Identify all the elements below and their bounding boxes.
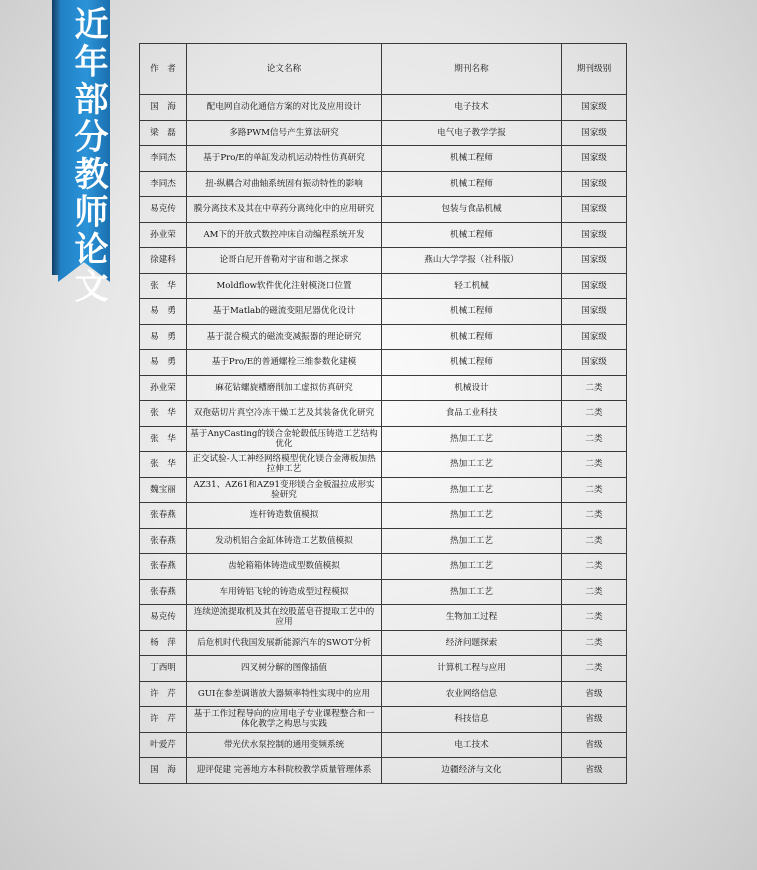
- cell-level: 二类: [562, 426, 627, 452]
- cell-journal: 热加工工艺: [382, 554, 562, 580]
- cell-author: 许 芹: [140, 707, 187, 733]
- cell-title: GUI在参差调谐放大器频率特性实现中的应用: [187, 681, 382, 707]
- cell-level: 二类: [562, 554, 627, 580]
- cell-author: 张 华: [140, 273, 187, 299]
- cell-title: 齿轮箱箱体铸造成型数值模拟: [187, 554, 382, 580]
- cell-author: 梁 磊: [140, 120, 187, 146]
- cell-author: 杨 萍: [140, 630, 187, 656]
- cell-author: 张 华: [140, 426, 187, 452]
- table-row: [140, 95, 627, 121]
- cell-author: 张春燕: [140, 579, 187, 605]
- cell-author: 丁西明: [140, 656, 187, 682]
- cell-title: 连续逆流提取机及其在绞股蓝皂苷提取工艺中的应用: [187, 605, 382, 631]
- cell-journal: 热加工工艺: [382, 579, 562, 605]
- table-row: [140, 197, 627, 223]
- cell-level: 国家级: [562, 197, 627, 223]
- cell-level: 省级: [562, 707, 627, 733]
- cell-journal: 热加工工艺: [382, 528, 562, 554]
- cell-author: 国 海: [140, 758, 187, 784]
- cell-level: 国家级: [562, 171, 627, 197]
- cell-title: 扭-纵耦合对曲轴系统固有振动特性的影响: [187, 171, 382, 197]
- papers-table: [139, 43, 627, 784]
- cell-journal: 燕山大学学报（社科版）: [382, 248, 562, 274]
- table-row: [140, 375, 627, 401]
- cell-journal: 电工技术: [382, 732, 562, 758]
- cell-journal: 包装与食品机械: [382, 197, 562, 223]
- cell-title: 车用铸铝飞轮的铸造成型过程模拟: [187, 579, 382, 605]
- table-row: [140, 503, 627, 529]
- cell-journal: 轻工机械: [382, 273, 562, 299]
- cell-journal: 计算机工程与应用: [382, 656, 562, 682]
- cell-author: 国 海: [140, 95, 187, 121]
- cell-title: 正交试验-人工神经网络模型优化镁合金薄板加热拉伸工艺: [187, 452, 382, 478]
- cell-level: 国家级: [562, 350, 627, 376]
- cell-level: 二类: [562, 579, 627, 605]
- cell-author: 孙业荣: [140, 222, 187, 248]
- cell-title: 基于工作过程导向的应用电子专业课程整合和一体化教学之构思与实践: [187, 707, 382, 733]
- cell-level: 国家级: [562, 95, 627, 121]
- cell-journal: 农业网络信息: [382, 681, 562, 707]
- cell-journal: 食品工业科技: [382, 401, 562, 427]
- header-author: 作 者: [140, 44, 187, 95]
- table-row: [140, 120, 627, 146]
- table-row: [140, 222, 627, 248]
- cell-level: 省级: [562, 758, 627, 784]
- cell-title: 基于Matlab的磁流变阻尼器优化设计: [187, 299, 382, 325]
- table-row: [140, 299, 627, 325]
- cell-title: AM下的开放式数控冲床自动编程系统开发: [187, 222, 382, 248]
- cell-title: 基于AnyCasting的镁合金轮毂低压铸造工艺结构优化: [187, 426, 382, 452]
- cell-author: 李同杰: [140, 146, 187, 172]
- cell-level: 国家级: [562, 222, 627, 248]
- table-row: [140, 605, 627, 631]
- table-row: [140, 554, 627, 580]
- header-level: 期刊级别: [562, 44, 627, 95]
- table-row: [140, 758, 627, 784]
- cell-journal: 机械工程师: [382, 299, 562, 325]
- cell-title: 基于混合模式的磁流变减振器的理论研究: [187, 324, 382, 350]
- table-row: [140, 324, 627, 350]
- cell-author: 易克传: [140, 197, 187, 223]
- cell-title: 配电网自动化通信方案的对比及应用设计: [187, 95, 382, 121]
- cell-level: 国家级: [562, 120, 627, 146]
- cell-journal: 热加工工艺: [382, 452, 562, 478]
- cell-level: 二类: [562, 452, 627, 478]
- cell-author: 许 芹: [140, 681, 187, 707]
- header-title: 论文名称: [187, 44, 382, 95]
- cell-title: AZ31、AZ61和AZ91变形镁合金板温拉成形实验研究: [187, 477, 382, 503]
- cell-level: 国家级: [562, 146, 627, 172]
- cell-title: 后危机时代我国发展新能源汽车的SWOT分析: [187, 630, 382, 656]
- cell-journal: 电子技术: [382, 95, 562, 121]
- cell-author: 张 华: [140, 452, 187, 478]
- cell-title: 基于Pro/E的单缸发动机运动特性仿真研究: [187, 146, 382, 172]
- cell-journal: 机械工程师: [382, 350, 562, 376]
- table-row: [140, 528, 627, 554]
- cell-title: 论哥白尼开普勒对宇宙和谐之探求: [187, 248, 382, 274]
- table-header-row: [140, 44, 627, 95]
- cell-author: 徐建科: [140, 248, 187, 274]
- table-row: [140, 426, 627, 452]
- cell-title: 四叉树分解的图像插值: [187, 656, 382, 682]
- cell-journal: 科技信息: [382, 707, 562, 733]
- cell-author: 易 勇: [140, 299, 187, 325]
- table-row: [140, 707, 627, 733]
- table-row: [140, 248, 627, 274]
- cell-author: 张春燕: [140, 554, 187, 580]
- cell-title: 多路PWM信号产生算法研究: [187, 120, 382, 146]
- cell-author: 孙业荣: [140, 375, 187, 401]
- cell-author: 魏宝丽: [140, 477, 187, 503]
- cell-level: 二类: [562, 605, 627, 631]
- cell-journal: 生物加工过程: [382, 605, 562, 631]
- cell-level: 省级: [562, 732, 627, 758]
- cell-journal: 热加工工艺: [382, 477, 562, 503]
- cell-level: 国家级: [562, 299, 627, 325]
- cell-level: 二类: [562, 630, 627, 656]
- header-journal: 期刊名称: [382, 44, 562, 95]
- cell-level: 二类: [562, 503, 627, 529]
- cell-level: 二类: [562, 528, 627, 554]
- cell-title: 双孢菇切片真空冷冻干燥工艺及其装备优化研究: [187, 401, 382, 427]
- cell-level: 二类: [562, 656, 627, 682]
- cell-level: 二类: [562, 401, 627, 427]
- cell-journal: 电气电子教学学报: [382, 120, 562, 146]
- cell-author: 叶爱芹: [140, 732, 187, 758]
- cell-title: 发动机铝合金缸体铸造工艺数值模拟: [187, 528, 382, 554]
- cell-journal: 经济问题探索: [382, 630, 562, 656]
- cell-author: 易克传: [140, 605, 187, 631]
- cell-title: 基于Pro/E的普通螺栓三维参数化建模: [187, 350, 382, 376]
- table-row: [140, 273, 627, 299]
- cell-author: 张春燕: [140, 503, 187, 529]
- cell-level: 二类: [562, 375, 627, 401]
- table-row: [140, 477, 627, 503]
- table-row: [140, 630, 627, 656]
- cell-level: 省级: [562, 681, 627, 707]
- cell-journal: 机械工程师: [382, 171, 562, 197]
- cell-author: 易 勇: [140, 324, 187, 350]
- cell-journal: 边疆经济与文化: [382, 758, 562, 784]
- table-row: [140, 732, 627, 758]
- cell-author: 李同杰: [140, 171, 187, 197]
- cell-author: 张春燕: [140, 528, 187, 554]
- cell-title: 迎评促建 完善地方本科院校教学质量管理体系: [187, 758, 382, 784]
- cell-journal: 机械工程师: [382, 324, 562, 350]
- page-title: 近年部分教师论文: [68, 6, 108, 306]
- cell-journal: 热加工工艺: [382, 426, 562, 452]
- cell-title: 带光伏水泵控制的通用变频系统: [187, 732, 382, 758]
- table-row: [140, 579, 627, 605]
- table-row: [140, 656, 627, 682]
- cell-journal: 机械工程师: [382, 222, 562, 248]
- table-row: [140, 452, 627, 478]
- cell-level: 国家级: [562, 324, 627, 350]
- table-row: [140, 681, 627, 707]
- table-row: [140, 146, 627, 172]
- cell-author: 易 勇: [140, 350, 187, 376]
- cell-title: 麻花钻螺旋槽磨削加工虚拟仿真研究: [187, 375, 382, 401]
- table-row: [140, 350, 627, 376]
- cell-journal: 机械工程师: [382, 146, 562, 172]
- table-row: [140, 171, 627, 197]
- cell-author: 张 华: [140, 401, 187, 427]
- cell-title: Moldflow软件优化注射模浇口位置: [187, 273, 382, 299]
- cell-journal: 机械设计: [382, 375, 562, 401]
- cell-level: 国家级: [562, 248, 627, 274]
- cell-title: 连杆铸造数值模拟: [187, 503, 382, 529]
- ribbon-fold: [52, 0, 60, 275]
- cell-title: 膜分离技术及其在中草药分离纯化中的应用研究: [187, 197, 382, 223]
- cell-journal: 热加工工艺: [382, 503, 562, 529]
- cell-level: 二类: [562, 477, 627, 503]
- table-row: [140, 401, 627, 427]
- cell-level: 国家级: [562, 273, 627, 299]
